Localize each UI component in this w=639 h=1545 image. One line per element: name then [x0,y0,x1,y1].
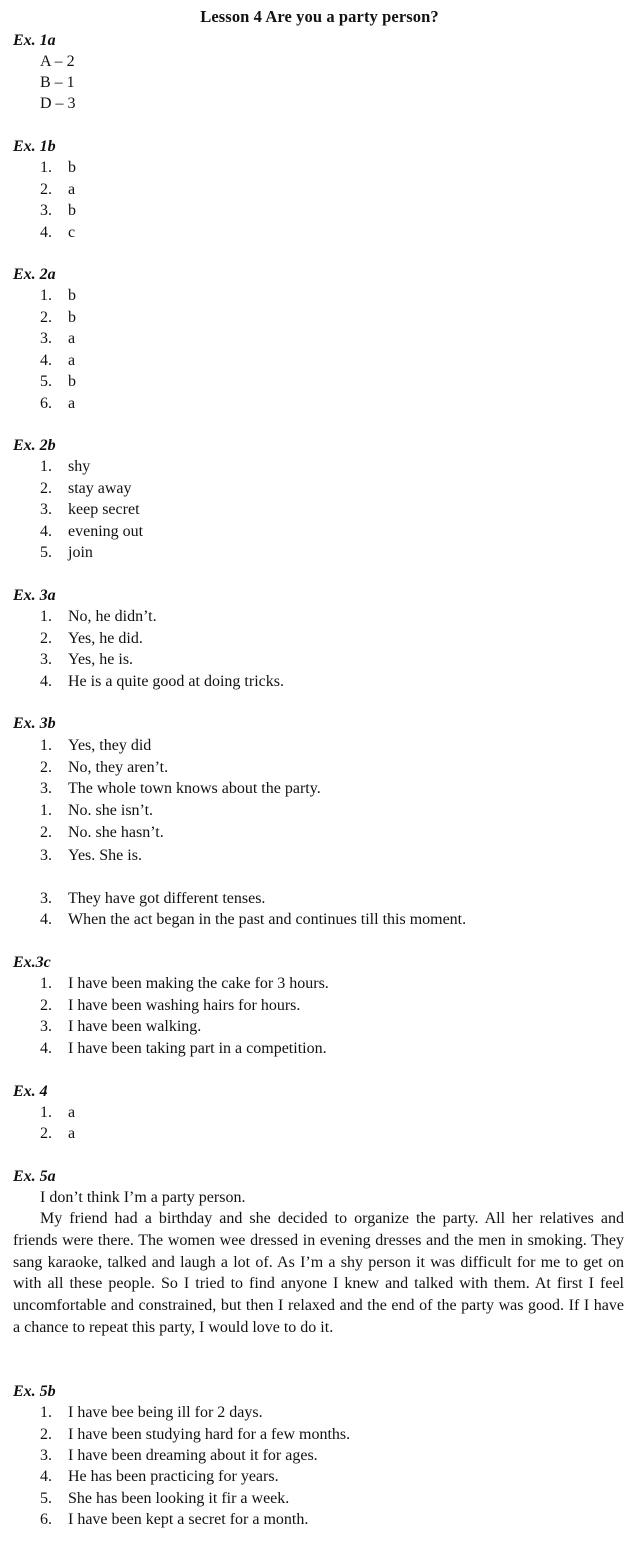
exercise-4-heading: Ex. 4 [13,1083,48,1100]
exercise-1b-heading: Ex. 1b [13,138,56,155]
exercise-3b-heading: Ex. 3b [13,715,56,732]
exercise-5b-heading: Ex. 5b [13,1383,56,1400]
exercise-5a-heading: Ex. 5a [13,1168,56,1185]
exercise-2b-heading: Ex. 2b [13,437,56,454]
worksheet-page: Lesson 4 Are you a party person? Ex. 1a A – 2 B – 1 D – 3 Ex. 1b 1. b 2. a 3. b 4. c Ex. 2a 1. b 2. b 3. a 4. a 5. b 6. a Ex. 2b 1. shy 2. stay away 3. keep secret 4. evening out 5. join Ex. 3a 1. No, he didn’t. 2. Yes, he did. 3. Yes, he is. 4. He is a quite good at doing tricks. Ex. 3b 1. Yes, they did 2. No, they aren’t. 3. The whole town knows about the party. 1. No. she isn’t. 2. No. she hasn’t. 3. Yes. She is. 3. They have got different tenses. 4. When the act began in the past and continues till this moment. Ex.3c 1. I have been making the cake for 3 hours. 2. I have been washing hairs for hours. 3. I have been walking. 4. I have been taking part in a competition. Ex. 4 1. a 2. a Ex. 5a I don’t think I’m a party person. My friend had a birthday and she decided to organize the party. All her relatives and friends were there. The women wee dressed in evening dresses and the men in smoking. They sang karaoke, talked and laugh a lot of. As I’m a shy person it was difficult for me to get on with all these people. So I tried to find anyone I knew and talked with them. At first I feel uncomfortable and constrained, but then I relaxed and the end of the party was good. If I have a chance to repeat this party, I would love to do it. Ex. 5b 1. I have bee being ill for 2 days. 2. I have been studying hard for a few months. 3. I have been dreaming about it for ages. 4. He has been practicing for years. 5. She has been looking it fir a week. 6. I have been kept a secret for a month. [0,0,639,1545]
exercise-1a-heading: Ex. 1a [13,32,56,49]
exercise-2a-heading: Ex. 2a [13,266,56,283]
page-title: Lesson 4 Are you a party person? [200,7,439,26]
exercise-3a-heading: Ex. 3a [13,587,56,604]
list-item: A – 2 [40,53,75,70]
essay-paragraph: My friend had a birthday and she decided to organize the party. All her relatives and friends were there. The women wee dressed in evening dresses and the men in smoking. They sang karaoke, talked and laugh a lot of. As I’m a shy person it was difficult for me to get on with all these people. So I tried to find anyone I knew and talked with them. At first I feel uncomfortable and constrained, but then I relaxed and the end of the party was good. If I have a chance to repeat this party, I would love to do it. [13,1210,624,1336]
list-item: B – 1 [40,74,75,91]
exercise-3c-heading: Ex.3c [13,954,51,971]
list-item: D – 3 [40,95,76,112]
essay-first-line: I don’t think I’m a party person. [40,1189,246,1206]
